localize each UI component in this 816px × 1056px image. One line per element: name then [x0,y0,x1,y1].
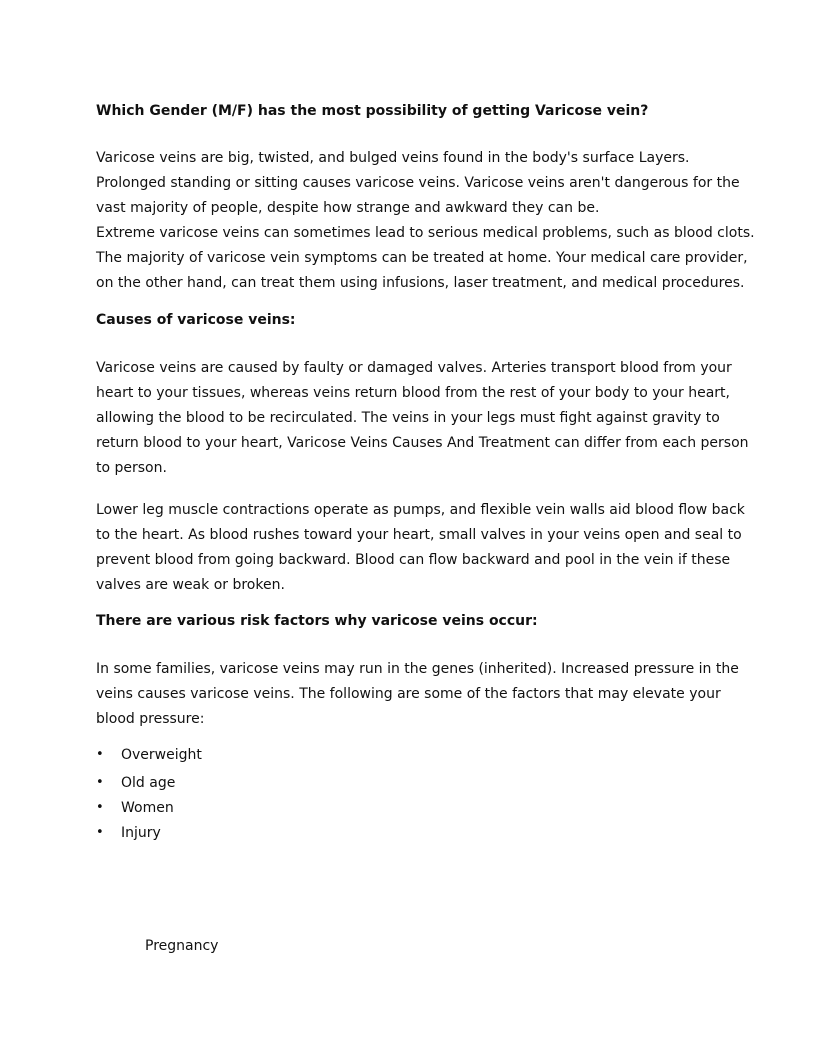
bullet-icon: • [96,800,104,815]
causes-line: valves are weak or broken. [96,577,285,593]
list-item-label: Old age [121,775,176,791]
bullet-icon: • [96,775,104,790]
risk-factor-list [96,744,202,847]
bullet-icon: • [96,825,104,840]
list-item [96,822,202,847]
causes-line: return blood to your heart, Varicose Veins Causes And Treatment can differ from each person [96,435,749,451]
intro-line: Varicose veins are big, twisted, and bulged veins found in the body's surface Layers. [96,150,690,166]
causes-line: to the heart. As blood rushes toward your heart, small valves in your veins open and seal to [96,527,742,543]
causes-line: heart to your tissues, whereas veins return blood from the rest of your body to your heart, [96,385,730,401]
list-item-label: Injury [121,825,161,841]
causes-line: to person. [96,460,167,476]
list-item [96,797,202,822]
list-item [96,772,202,797]
causes-line: prevent blood from going backward. Blood can flow backward and pool in the vein if these [96,552,731,568]
list-item-label: Overweight [121,747,202,763]
risk-line: blood pressure: [96,711,205,727]
list-item-label: Women [121,800,174,816]
bullet-icon: • [96,747,104,762]
intro-line: The majority of varicose vein symptoms can be treated at home. Your medical care provider, [96,250,748,266]
causes-paragraph-1 [96,356,749,481]
list-item [96,744,202,772]
document-title: Which Gender (M/F) has the most possibility of getting Varicose vein? [96,103,649,119]
intro-line: vast majority of people, despite how strange and awkward they can be. [96,200,600,216]
causes-line: Lower leg muscle contractions operate as pumps, and flexible vein walls aid blood flow back [96,502,745,518]
causes-paragraph-2 [96,498,745,598]
risk-line: veins causes varicose veins. The following are some of the factors that may elevate your [96,686,721,702]
intro-line: on the other hand, can treat them using infusions, laser treatment, and medical procedures. [96,275,745,291]
intro-line: Prolonged standing or sitting causes varicose veins. Varicose veins aren't dangerous for the [96,175,740,191]
causes-line: Varicose veins are caused by faulty or damaged valves. Arteries transport blood from your [96,360,732,376]
risk-paragraph [96,657,739,732]
causes-heading: Causes of varicose veins: [96,312,296,328]
intro-line: Extreme varicose veins can sometimes lead to serious medical problems, such as blood clots. [96,225,755,241]
intro-paragraph [96,146,755,296]
causes-line: allowing the blood to be recirculated. The veins in your legs must fight against gravity to [96,410,720,426]
risk-factors-heading: There are various risk factors why varicose veins occur: [96,613,538,629]
trailing-list-item: Pregnancy [145,938,219,954]
risk-line: In some families, varicose veins may run in the genes (inherited). Increased pressure in the [96,661,739,677]
